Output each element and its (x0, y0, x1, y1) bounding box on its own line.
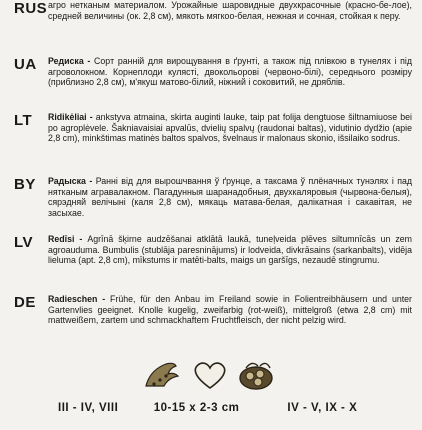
description-text (48, 234, 412, 266)
description-text (48, 112, 412, 144)
description-body: агро нетканым материалом. Урожайные шаровидные двухкрасочные (красно-бе-лое), средней величины (ок. 2,8 см), мякоть мягкоо-белая, нежная и сочная, стойкая к перу. (48, 0, 412, 21)
description-ua (14, 56, 412, 88)
description-rus (14, 0, 412, 21)
language-code: BY (14, 176, 36, 193)
description-lt (14, 112, 412, 144)
description-lead: Redīsi - (48, 234, 88, 244)
description-de (14, 294, 412, 326)
description-body: Ранні від для вырошчвання ў ґрунце, а таксама ў плёначных тунэлях і пад нятканым агравалакном. Пагадунныя шаранадобныя, двухкаляровыя (чырвона-белыя), сярэдняй велічыні (каля 2,8 см), мякаць матава-белая, далікатная і сакавітая, не засыхае. (48, 176, 412, 218)
harvest-months: IV - V, IX - X (287, 402, 358, 414)
description-lead: Radieschen - (48, 294, 111, 304)
description-text (48, 294, 412, 326)
harvest-icon (240, 363, 272, 389)
language-code: RUS (14, 0, 48, 17)
sowing-months: III - IV, VIII (58, 402, 119, 414)
language-code: LV (14, 234, 34, 251)
description-body: Frühe, für den Anbau im Freiland sowie in Folientreibhäusern und unter Gartenvlies geeignet. Knolle kugelig, zweifarbig (rot-weiß), mittelgroß (etwa 2,8 cm) mit mattweißem, zartem und schmackhaftem Fruchtfleisch, der nicht pelzig wird. (48, 294, 412, 326)
description-lead: Редиска - (48, 56, 94, 66)
description-lead: Ridikėliai - (48, 112, 96, 122)
description-lead: Радыска - (48, 176, 96, 186)
description-text (48, 0, 412, 21)
description-body: Copт ранній для вирощування в ґрунті, а також під плівкою в тунелях і під агроволокном. Корнеплоди кулясті, двокольорові (червоно-білі), середнього розміру (приблизно 2,8 см), м'якуш матово-білий, ніжний і соковитий, не дряблів. (48, 56, 412, 88)
language-code: UA (14, 56, 37, 73)
sowing-icon (146, 363, 178, 386)
sowing-schedule (58, 402, 388, 414)
description-by (14, 176, 412, 218)
growing-icons (140, 356, 280, 394)
heart-icon (195, 363, 224, 388)
plant-spacing: 10-15 x 2-3 cm (153, 402, 240, 414)
language-code: DE (14, 294, 36, 311)
description-body: ankstyva atmaina, skirta auginti lauke, taip pat folija dengtuose šiltnamiuose bei po agroplėvele. Šakniavaisiai apvalūs, dvielių spalvų (raudonai baltas), vidutinio dydžio (apie 2,8 cm), minkštimas matinės baltos spalvos, švelnaus ir malonaus skonio, išsilaiko sodrus. (48, 112, 412, 144)
language-code: LT (14, 112, 33, 129)
description-body: Agrīnā šķirne audzēšanai atklātā laukā, tuneļveida plēves siltumnīcās un zem agroauduma. Bumbulis (stublāja paresninājums) ir lodveida, divkrāsains (sarkanbalts), vidēja lieluma (apt. 2,8 cm), mīkstums ir matēti-balts, maigs un garšīgs, nezaudē stingrumu. (48, 234, 412, 266)
description-lv (14, 234, 412, 266)
description-text (48, 176, 412, 218)
description-text (48, 56, 412, 88)
